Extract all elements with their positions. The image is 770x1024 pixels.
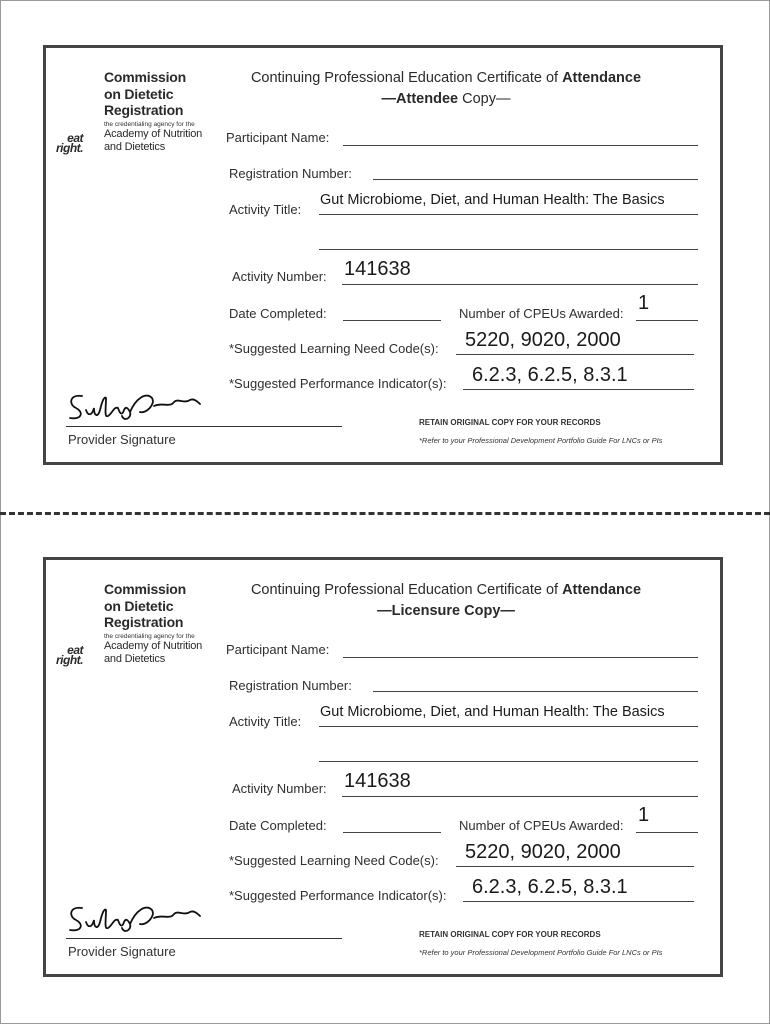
activity-title-label: Activity Title: [229,202,302,217]
participant-name-label: Participant Name: [226,642,330,657]
activity-number-label: Activity Number: [232,269,327,284]
academy-name: Academy of Nutrition and Dietetics [104,128,203,153]
eatright-logo: eat right. [56,643,83,667]
provider-signature-image [66,388,216,428]
performance-indicator-field[interactable] [463,901,694,902]
retain-copy-note: RETAIN ORIGINAL COPY FOR YOUR RECORDS [419,418,601,427]
performance-indicator-value: 6.2.3, 6.2.5, 8.3.1 [472,876,628,898]
learning-need-value: 5220, 9020, 2000 [465,841,621,863]
eatright-logo: eat right. [56,131,83,155]
activity-title-field[interactable] [319,726,698,727]
activity-title-value: Gut Microbiome, Diet, and Human Health: The Basics [320,704,665,720]
registration-number-label: Registration Number: [229,166,352,181]
refer-note: *Refer to your Professional Development Portfolio Guide For LNCs or PIs [419,436,663,445]
date-completed-label: Date Completed: [229,306,327,321]
academy-name: Academy of Nutrition and Dietetics [104,640,203,665]
date-completed-label: Date Completed: [229,818,327,833]
performance-indicator-field[interactable] [463,389,694,390]
certificate-attendee-copy [43,45,723,465]
performance-indicator-value: 6.2.3, 6.2.5, 8.3.1 [472,364,628,386]
activity-title-label: Activity Title: [229,714,302,729]
participant-name-field[interactable] [343,657,698,658]
cut-line-divider [0,512,770,515]
provider-signature-line [66,938,342,939]
provider-signature-line [66,426,342,427]
activity-number-value: 141638 [344,258,411,280]
provider-signature-label: Provider Signature [68,944,176,959]
certificate-title: Continuing Professional Education Certificate of Attendance —Attendee Copy— [250,70,642,107]
learning-need-label: *Suggested Learning Need Code(s): [229,341,439,356]
cpeus-label: Number of CPEUs Awarded: [459,306,624,321]
certificate-licensure-copy [43,557,723,977]
retain-copy-note: RETAIN ORIGINAL COPY FOR YOUR RECORDS [419,930,601,939]
activity-number-value: 141638 [344,770,411,792]
activity-title-field-line2[interactable] [319,249,698,250]
registration-number-field[interactable] [373,691,698,692]
certificate-title: Continuing Professional Education Certificate of Attendance —Licensure Copy— [250,582,642,619]
cpeus-label: Number of CPEUs Awarded: [459,818,624,833]
provider-signature-label: Provider Signature [68,432,176,447]
learning-need-label: *Suggested Learning Need Code(s): [229,853,439,868]
org-name: Commission on Dietetic Registration [104,69,187,118]
activity-number-label: Activity Number: [232,781,327,796]
learning-need-value: 5220, 9020, 2000 [465,329,621,351]
provider-signature-image [66,900,216,940]
participant-name-field[interactable] [343,145,698,146]
cpeus-value: 1 [638,804,650,826]
performance-indicator-label: *Suggested Performance Indicator(s): [229,888,447,903]
org-name: Commission on Dietetic Registration [104,581,187,630]
cpeus-value: 1 [638,292,650,314]
cpeus-field[interactable] [636,832,698,833]
participant-name-label: Participant Name: [226,130,330,145]
cpeus-field[interactable] [636,320,698,321]
learning-need-field[interactable] [456,354,694,355]
activity-title-field-line2[interactable] [319,761,698,762]
date-completed-field[interactable] [343,320,441,321]
org-tagline: the credentialing agency for the [104,633,195,640]
date-completed-field[interactable] [343,832,441,833]
org-tagline: the credentialing agency for the [104,121,195,128]
learning-need-field[interactable] [456,866,694,867]
activity-title-field[interactable] [319,214,698,215]
activity-number-field[interactable] [342,284,698,285]
activity-title-value: Gut Microbiome, Diet, and Human Health: The Basics [320,192,665,208]
performance-indicator-label: *Suggested Performance Indicator(s): [229,376,447,391]
registration-number-field[interactable] [373,179,698,180]
refer-note: *Refer to your Professional Development Portfolio Guide For LNCs or PIs [419,948,663,957]
registration-number-label: Registration Number: [229,678,352,693]
activity-number-field[interactable] [342,796,698,797]
